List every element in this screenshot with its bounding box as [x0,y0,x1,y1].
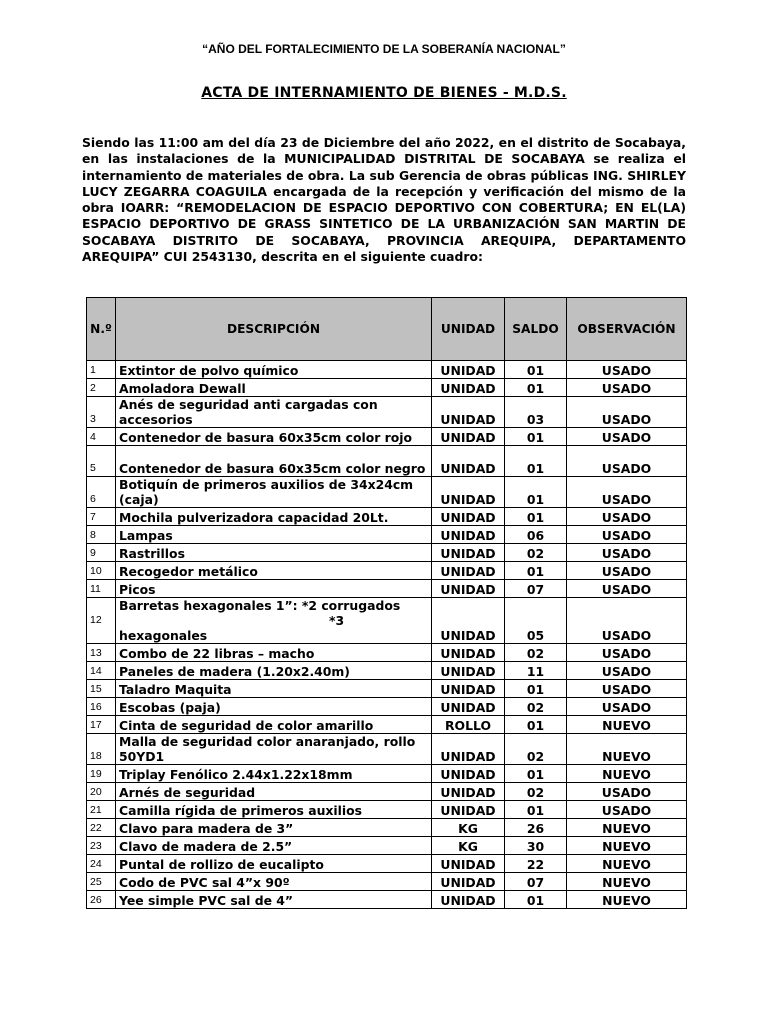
row-number: 4 [87,428,116,446]
row-unit: UNIDAD [432,428,505,446]
row-observation: USADO [567,580,687,598]
row-observation: USADO [567,680,687,698]
row-unit: UNIDAD [432,580,505,598]
row-balance: 11 [505,662,567,680]
row-balance: 01 [505,716,567,734]
row-unit: UNIDAD [432,698,505,716]
row-number: 17 [87,716,116,734]
table-row [87,801,687,819]
row-number: 8 [87,526,116,544]
row-unit: UNIDAD [432,397,505,428]
table-row [87,698,687,716]
table-row [87,361,687,379]
table-row [87,544,687,562]
row-number: 1 [87,361,116,379]
row-number: 10 [87,562,116,580]
row-observation: NUEVO [567,837,687,855]
row-description: Triplay Fenólico 2.44x1.22x18mm [116,765,432,783]
table-row [87,716,687,734]
table-row [87,873,687,891]
row-number: 16 [87,698,116,716]
row-number: 5 [87,446,116,477]
row-unit: UNIDAD [432,562,505,580]
header-description: DESCRIPCIÓN [116,298,432,361]
row-unit: UNIDAD [432,891,505,909]
row-description: Cinta de seguridad de color amarillo [116,716,432,734]
row-observation: USADO [567,477,687,508]
row-balance: 22 [505,855,567,873]
row-number: 2 [87,379,116,397]
row-observation: NUEVO [567,765,687,783]
row-number: 3 [87,397,116,428]
row-observation: USADO [567,361,687,379]
row-unit: UNIDAD [432,361,505,379]
row-unit: UNIDAD [432,680,505,698]
row-description: Escobas (paja) [116,698,432,716]
row-description: Malla de seguridad color anaranjado, rollo 50YD1 [116,734,432,765]
row-description: Paneles de madera (1.20x2.40m) [116,662,432,680]
table-row [87,819,687,837]
row-observation: USADO [567,397,687,428]
row-observation: NUEVO [567,716,687,734]
row-description: Taladro Maquita [116,680,432,698]
document-title: ACTA DE INTERNAMIENTO DE BIENES - M.D.S. [201,85,567,101]
table-row [87,891,687,909]
row-description: Lampas [116,526,432,544]
table-row [87,644,687,662]
row-unit: UNIDAD [432,508,505,526]
row-number: 26 [87,891,116,909]
row-number: 12 [87,598,116,644]
row-observation: USADO [567,379,687,397]
row-number: 9 [87,544,116,562]
row-balance: 01 [505,361,567,379]
header-balance: SALDO [505,298,567,361]
table-row [87,580,687,598]
row-balance: 02 [505,698,567,716]
row-unit: UNIDAD [432,734,505,765]
row-unit: UNIDAD [432,598,505,644]
row-description-line2: *3 [329,613,345,628]
row-unit: UNIDAD [432,544,505,562]
row-description: Picos [116,580,432,598]
table-header-row [87,298,687,361]
row-unit: UNIDAD [432,662,505,680]
row-observation: USADO [567,526,687,544]
row-unit: UNIDAD [432,801,505,819]
row-observation: USADO [567,446,687,477]
row-observation: USADO [567,783,687,801]
row-description: Rastrillos [116,544,432,562]
row-number: 18 [87,734,116,765]
row-description: Combo de 22 libras – macho [116,644,432,662]
row-observation: NUEVO [567,855,687,873]
row-observation: NUEVO [567,891,687,909]
row-description: Mochila pulverizadora capacidad 20Lt. [116,508,432,526]
row-observation: USADO [567,662,687,680]
row-balance: 26 [505,819,567,837]
row-balance: 01 [505,801,567,819]
row-description [116,598,432,644]
row-number: 21 [87,801,116,819]
document-motto: “AÑO DEL FORTALECIMIENTO DE LA SOBERANÍA NACIONAL” [202,42,566,56]
row-description: Contenedor de basura 60x35cm color rojo [116,428,432,446]
row-balance: 07 [505,873,567,891]
row-observation: USADO [567,562,687,580]
row-observation: USADO [567,698,687,716]
table-row [87,765,687,783]
table-row [87,477,687,508]
row-observation: USADO [567,598,687,644]
row-balance: 02 [505,644,567,662]
row-balance: 02 [505,544,567,562]
row-unit: UNIDAD [432,526,505,544]
header-unit: UNIDAD [432,298,505,361]
table-row [87,837,687,855]
row-observation: USADO [567,544,687,562]
row-balance: 06 [505,526,567,544]
row-description-line3: hexagonales [119,628,208,643]
row-unit: UNIDAD [432,446,505,477]
row-number: 15 [87,680,116,698]
row-balance: 02 [505,734,567,765]
row-observation: USADO [567,801,687,819]
table-row [87,598,687,644]
row-number: 14 [87,662,116,680]
intro-paragraph: Siendo las 11:00 am del día 23 de Diciembre del año 2022, en el distrito de Socabaya, en las instalaciones de la MUNICIPALIDAD DISTRITAL DE SOCABAYA se realiza el internamiento de materiales de obra. La sub Gerencia de obras públicas ING. SHIRLEY LUCY ZEGARRA COAGUILA encargada de la recepción y verificación del mismo de la obra IOARR: “REMODELACION DE ESPACIO DEPORTIVO CON COBERTURA; EN EL(LA) ESPACIO DEPORTIVO DE GRASS SINTETICO DE LA URBANIZACIÓN SAN MARTIN DE SOCABAYA DISTRITO DE SOCABAYA, PROVINCIA AREQUIPA, DEPARTAMENTO AREQUIPA” CUI 2543130, descrita en el siguiente cuadro: [82,135,686,265]
row-unit: UNIDAD [432,379,505,397]
header-observation: OBSERVACIÓN [567,298,687,361]
row-observation: NUEVO [567,734,687,765]
table-row [87,562,687,580]
row-balance: 30 [505,837,567,855]
row-unit: UNIDAD [432,477,505,508]
row-unit: UNIDAD [432,855,505,873]
row-description: Contenedor de basura 60x35cm color negro [116,446,432,477]
row-description: Amoladora Dewall [116,379,432,397]
table-row [87,446,687,477]
table-row [87,526,687,544]
table-row [87,734,687,765]
table-row [87,508,687,526]
row-balance: 01 [505,891,567,909]
row-balance: 01 [505,477,567,508]
row-number: 24 [87,855,116,873]
row-observation: USADO [567,508,687,526]
row-unit: UNIDAD [432,765,505,783]
row-balance: 01 [505,379,567,397]
table-row [87,428,687,446]
row-number: 7 [87,508,116,526]
row-balance: 05 [505,598,567,644]
row-observation: USADO [567,644,687,662]
row-description: Botiquín de primeros auxilios de 34x24cm (caja) [116,477,432,508]
header-number: N.º [87,298,116,361]
row-description: Clavo para madera de 3” [116,819,432,837]
goods-table [86,297,687,909]
row-description: Recogedor metálico [116,562,432,580]
row-description: Camilla rígida de primeros auxilios [116,801,432,819]
row-number: 22 [87,819,116,837]
row-unit: UNIDAD [432,873,505,891]
row-balance: 01 [505,765,567,783]
row-balance: 01 [505,428,567,446]
row-unit: UNIDAD [432,783,505,801]
row-observation: NUEVO [567,873,687,891]
table-row [87,680,687,698]
row-balance: 01 [505,680,567,698]
row-unit: KG [432,819,505,837]
row-balance: 01 [505,446,567,477]
row-description: Yee simple PVC sal de 4” [116,891,432,909]
row-unit: ROLLO [432,716,505,734]
row-number: 13 [87,644,116,662]
row-description: Extintor de polvo químico [116,361,432,379]
row-description: Arnés de seguridad [116,783,432,801]
table-row [87,783,687,801]
row-number: 25 [87,873,116,891]
table-row [87,379,687,397]
row-description: Clavo de madera de 2.5” [116,837,432,855]
row-observation: NUEVO [567,819,687,837]
row-description: Anés de seguridad anti cargadas con accesorios [116,397,432,428]
row-description: Codo de PVC sal 4”x 90º [116,873,432,891]
row-unit: KG [432,837,505,855]
row-number: 6 [87,477,116,508]
row-number: 23 [87,837,116,855]
table-row [87,662,687,680]
row-description: Puntal de rollizo de eucalipto [116,855,432,873]
row-balance: 07 [505,580,567,598]
table-row [87,397,687,428]
row-observation: USADO [567,428,687,446]
row-unit: UNIDAD [432,644,505,662]
row-balance: 03 [505,397,567,428]
row-balance: 02 [505,783,567,801]
row-balance: 01 [505,562,567,580]
row-balance: 01 [505,508,567,526]
row-number: 20 [87,783,116,801]
row-number: 19 [87,765,116,783]
table-row [87,855,687,873]
row-description-line1: Barretas hexagonales 1”: *2 corrugados [119,598,401,613]
row-number: 11 [87,580,116,598]
